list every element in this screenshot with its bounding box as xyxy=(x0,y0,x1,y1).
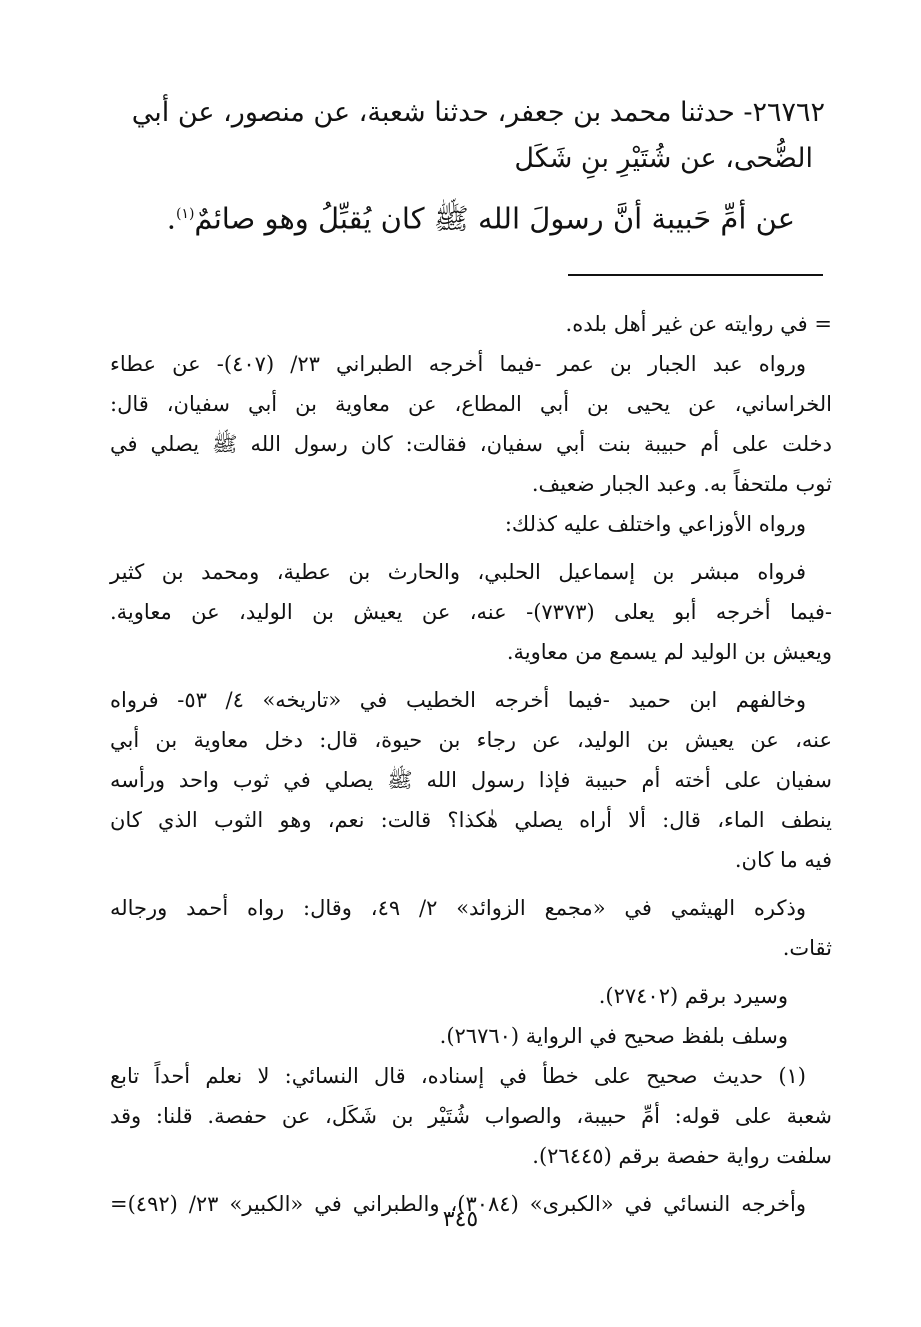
footnote-line: سلفت رواية حفصة برقم (٢٦٤٤٥). xyxy=(532,1144,832,1168)
footnote-line: ينطف الماء، قال: ألا أراه يصلي هٰكذا؟ قالت: نعم، وهو الثوب الذي كان xyxy=(110,808,832,832)
footnote-line: وسلف بلفظ صحيح في الرواية (٢٦٧٦٠). xyxy=(439,1024,788,1048)
footnote-line: ويعيش بن الوليد لم يسمع من معاوية. xyxy=(506,640,832,664)
hadith-text xyxy=(110,90,825,247)
footnote-line: -فيما أخرجه أبو يعلى (٧٣٧٣)- عنه، عن يعيش بن الوليد، عن معاوية. xyxy=(110,600,832,624)
footnote-line: فرواه مبشر بن إسماعيل الحلبي، والحارث بن عطية، ومحمد بن كثير xyxy=(110,560,806,584)
hadith-isnad-line-2: الضُّحى، عن شُتَيْرِ بنِ شَكَل xyxy=(514,143,813,174)
hadith-matn xyxy=(110,186,825,247)
hadith-matn-end: . xyxy=(166,201,176,236)
footnote-line: سفيان على أخته أم حبيبة فإذا رسول الله ﷺ يصلي في ثوب واحد ورأسه xyxy=(110,768,832,792)
footnote-separator xyxy=(568,274,823,276)
footnote-line: الخراساني، عن يحيى بن أبي المطاع، عن معاوية بن أبي سفيان، قال: xyxy=(110,392,832,416)
footnote-marker: (١) xyxy=(175,206,195,222)
footnote-line: شعبة على قوله: أمِّ حبيبة، والصواب شُتَيْر بن شَكَل، عن حفصة. قلنا: وقد xyxy=(110,1104,832,1128)
hadith-matn-text: عن أمِّ حَبيبة أنَّ رسولَ الله ﷺ كان يُقبِّلُ وهو صائمٌ xyxy=(194,201,795,236)
hadith-isnad-line-1: ٢٦٧٦٢- حدثنا محمد بن جعفر، حدثنا شعبة، عن منصور، عن أبي xyxy=(131,97,825,128)
footnote-line: ثوب ملتحفاً به. وعبد الجبار ضعيف. xyxy=(531,472,832,496)
footnote-line: وسيرد برقم (٢٧٤٠٢). xyxy=(598,984,788,1008)
footnote-line: ورواه عبد الجبار بن عمر -فيما أخرجه الطبراني ٢٣/ (٤٠٧)- عن عطاء xyxy=(110,352,807,376)
footnotes-section xyxy=(110,304,832,1224)
footnote-line: وأخرجه النسائي في «الكبرى» (٣٠٨٤)، والطبراني في «الكبير» ٢٣/ (٤٩٢)= xyxy=(110,1192,806,1216)
footnote-line: ورواه الأوزاعي واختلف عليه كذلك: xyxy=(504,512,806,536)
footnote-line: (١) حديث صحيح على خطأ في إسناده، قال النسائي: لا نعلم أحداً تابع xyxy=(110,1064,806,1088)
page-number: ٣٤٥ xyxy=(442,1207,479,1232)
footnote-line: ثقات. xyxy=(782,936,832,960)
footnote-line: عنه، عن يعيش بن الوليد، عن رجاء بن حيوة، قال: دخل معاوية بن أبي xyxy=(110,728,832,752)
footnote-line: وخالفهم ابن حميد -فيما أخرجه الخطيب في «تاريخه» ٤/ ٥٣- فرواه xyxy=(110,688,806,712)
footnote-line: = في روايته عن غير أهل بلده. xyxy=(565,312,832,336)
footnote-line: وذكره الهيثمي في «مجمع الزوائد» ٢/ ٤٩، وقال: رواه أحمد ورجاله xyxy=(110,896,806,920)
footnote-line: دخلت على أم حبيبة بنت أبي سفيان، فقالت: كان رسول الله ﷺ يصلي في xyxy=(110,432,832,456)
footnote-line: فيه ما كان. xyxy=(734,848,832,872)
